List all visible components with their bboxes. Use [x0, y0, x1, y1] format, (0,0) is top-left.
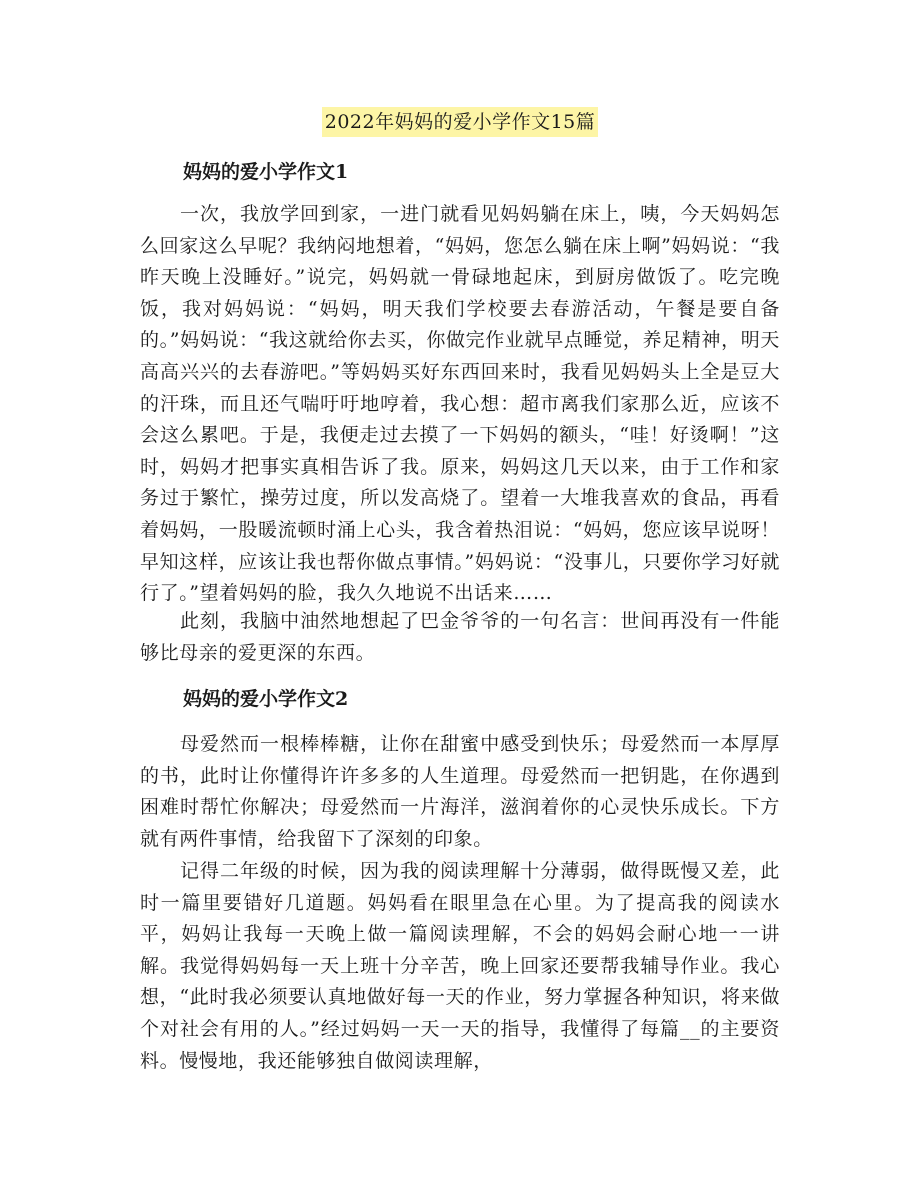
section-heading-2: 妈妈的爱小学作文2: [183, 688, 349, 710]
section-heading-1: 妈妈的爱小学作文1: [183, 161, 349, 183]
section-1-paragraph-2: 此刻，我脑中油然地想起了巴金爷爷的一句名言：世间再没有一件能够比母亲的爱更深的东西。: [140, 610, 780, 664]
document-title: 2022年妈妈的爱小学作文15篇: [322, 107, 599, 137]
section-1-paragraph-1: 一次，我放学回到家，一进门就看见妈妈躺在床上，咦，今天妈妈怎么回家这么早呢？我纳闷地想着，“妈妈，您怎么躺在床上啊”妈妈说：“我昨天晚上没睡好。”说完，妈妈就一骨碌地起床，到厨房做饭了。吃完晚饭，我对妈妈说：“妈妈，明天我们学校要去春游活动，午餐是要自备的。”妈妈说：“我这就给你去买，你做完作业就早点睡觉，养足精神，明天高高兴兴的去春游吧。”等妈妈买好东西回来时，我看见妈妈头上全是豆大的汗珠，而且还气喘吁吁地哼着，我心想：超市离我们家那么近，应该不会这么累吧。于是，我便走过去摸了一下妈妈的额头，“哇！好烫啊！”这时，妈妈才把事实真相告诉了我。原来，妈妈这几天以来，由于工作和家务过于繁忙，操劳过度，所以发高烧了。望着一大堆我喜欢的食品，再看着妈妈，一股暖流顿时涌上心头，我含着热泪说：“妈妈，您应该早说呀！早知这样，应该让我也帮你做点事情。”妈妈说：“没事儿，只要你学习好就行了。”望着妈妈的脸，我久久地说不出话来……: [140, 203, 780, 605]
section-2-paragraph-2: 记得二年级的时候，因为我的阅读理解十分薄弱，做得既慢又差，此时一篇里要错好几道题。妈妈看在眼里急在心里。为了提高我的阅读水平，妈妈让我每一天晚上做一篇阅读理解，不会的妈妈会耐心地一一讲解。我觉得妈妈每一天上班十分辛苦，晚上回家还要帮我辅导作业。我心想，“此时我必须要认真地做好每一天的作业，努力掌握各种知识，将来做个对社会有用的人。”经过妈妈一天一天的指导，我懂得了每篇__的主要资料。慢慢地，我还能够独自做阅读理解，: [140, 860, 780, 1072]
document-title-container: [0, 107, 920, 137]
section-2-paragraph-1: 母爱然而一根棒棒糖，让你在甜蜜中感受到快乐；母爱然而一本厚厚的书，此时让你懂得许许多多的人生道理。母爱然而一把钥匙，在你遇到困难时帮忙你解决；母爱然而一片海洋，滋润着你的心灵快乐成长。下方就有两件事情，给我留下了深刻的印象。: [140, 733, 780, 850]
